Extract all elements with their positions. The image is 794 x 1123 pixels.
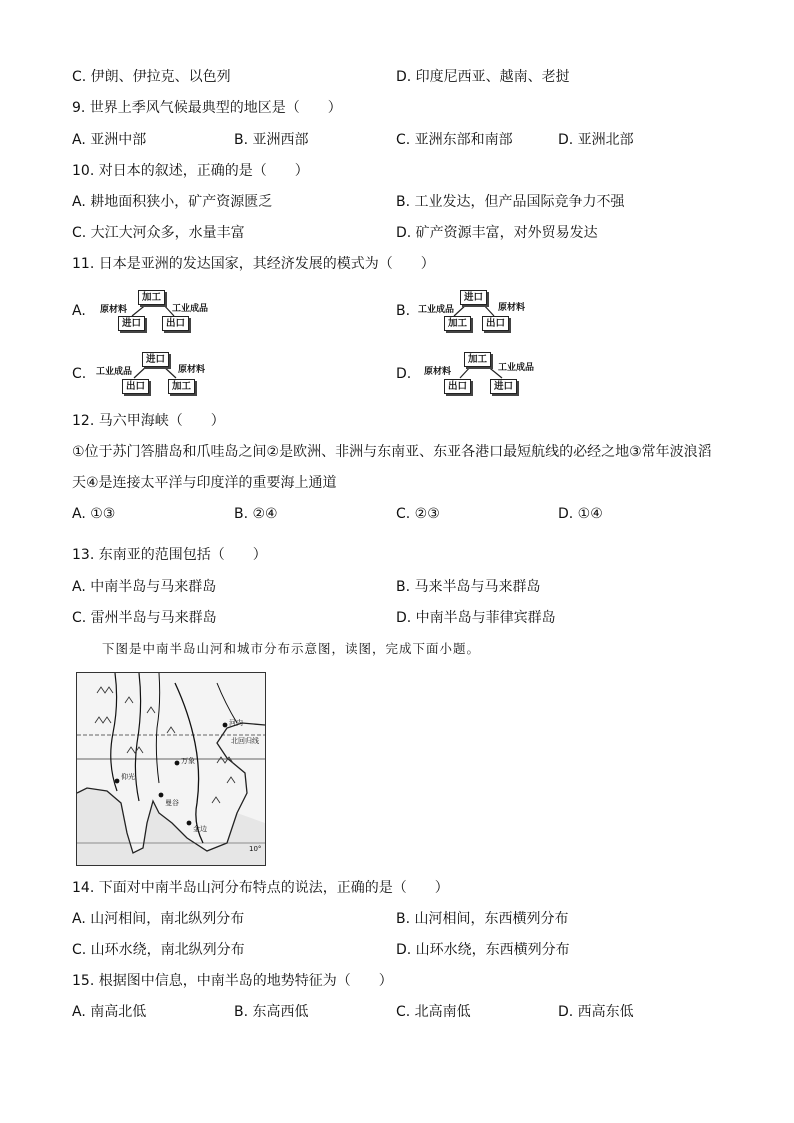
diagram-c-top-box: 进口	[142, 352, 169, 367]
diagram-c-left-label: 工业成品	[96, 367, 133, 377]
q9-option-c: C. 亚洲东部和南部	[396, 132, 513, 148]
q12-statement-line-1: ①位于苏门答腊岛和爪哇岛之间②是欧洲、非洲与东南亚、东亚各港口最短航线的必经之地③常年波浪滔	[72, 444, 712, 460]
q13-option-c: C. 雷州半岛与马来群岛	[72, 610, 217, 626]
q12-stem: 12. 马六甲海峡（ ）	[72, 413, 225, 429]
diagram-a-bottom-left-box: 进口	[118, 316, 145, 331]
q12-option-c: C. ②③	[396, 506, 440, 522]
city-yangon-dot	[115, 779, 120, 784]
diagram-c-bottom-left-box: 出口	[122, 379, 149, 394]
map-label-latitude: 10°	[249, 845, 262, 853]
q9-option-b: B. 亚洲西部	[234, 132, 309, 148]
q14-option-c: C. 山环水绕，南北纵列分布	[72, 942, 245, 958]
map-label-hanoi: 河内	[229, 719, 243, 727]
q12-option-a: A. ①③	[72, 506, 116, 522]
diagram-b-bottom-left-box: 加工	[444, 316, 471, 331]
map-label-yangon: 仰光	[121, 773, 135, 781]
q9-stem: 9. 世界上季风气候最典型的地区是（ ）	[72, 100, 342, 116]
map-intro-text: 下图是中南半岛山河和城市分布示意图，读图，完成下面小题。	[102, 641, 481, 656]
indochina-map	[76, 672, 266, 866]
river-red	[217, 683, 237, 723]
city-hanoi-dot	[223, 723, 228, 728]
q11-option-c-letter: C.	[72, 366, 87, 382]
q11-diagram-b	[418, 290, 568, 334]
q11-option-d-letter: D.	[396, 366, 412, 382]
diagram-b-left-label: 工业成品	[418, 305, 455, 315]
diagram-a-bottom-right-box: 出口	[162, 316, 189, 331]
q11-option-b-letter: B.	[396, 303, 411, 319]
q10-option-d: D. 矿产资源丰富，对外贸易发达	[396, 225, 598, 241]
q8-option-c: C. 伊朗、伊拉克、以色列	[72, 69, 231, 85]
q14-option-d: D. 山环水绕，东西横列分布	[396, 942, 570, 958]
diagram-a-left-label: 原材料	[100, 305, 128, 315]
q14-option-a: A. 山河相间，南北纵列分布	[72, 911, 245, 927]
q9-option-d: D. 亚洲北部	[558, 132, 634, 148]
diagram-d-left-label: 原材料	[424, 367, 452, 377]
q12-option-b: B. ②④	[234, 506, 278, 522]
q11-stem: 11. 日本是亚洲的发达国家，其经济发展的模式为（ ）	[72, 256, 435, 272]
map-label-bangkok: 曼谷	[165, 799, 179, 807]
q10-stem: 10. 对日本的叙述，正确的是（ ）	[72, 163, 309, 179]
q13-option-d: D. 中南半岛与菲律宾群岛	[396, 610, 556, 626]
diagram-d-bottom-right-box: 进口	[490, 379, 517, 394]
map-label-phnompenh: 金边	[193, 825, 207, 833]
q15-option-b: B. 东高西低	[234, 1004, 309, 1020]
river-chao-phraya	[156, 673, 159, 783]
diagram-c-right-label: 原材料	[178, 365, 206, 375]
diagram-d-top-box: 加工	[464, 352, 491, 367]
diagram-d-bottom-left-box: 出口	[444, 379, 471, 394]
q15-option-d: D. 西高东低	[558, 1004, 634, 1020]
map-drawing	[77, 673, 265, 865]
diagram-a-right-label: 工业成品	[172, 304, 209, 314]
q14-stem: 14. 下面对中南半岛山河分布特点的说法，正确的是（ ）	[72, 880, 449, 896]
diagram-a-top-box: 加工	[138, 290, 165, 305]
q11-option-a-letter: A.	[72, 303, 86, 319]
q15-stem: 15. 根据图中信息，中南半岛的地势特征为（ ）	[72, 973, 393, 989]
map-label-vientiane: 万象	[181, 757, 195, 765]
q13-option-b: B. 马来半岛与马来群岛	[396, 579, 541, 595]
q15-option-c: C. 北高南低	[396, 1004, 471, 1020]
q11-diagram-d	[424, 352, 574, 396]
q14-option-b: B. 山河相间，东西横列分布	[396, 911, 569, 927]
q10-option-b: B. 工业发达，但产品国际竞争力不强	[396, 194, 625, 210]
q10-option-c: C. 大江大河众多，水量丰富	[72, 225, 245, 241]
diagram-d-right-label: 工业成品	[498, 363, 535, 373]
q9-option-a: A. 亚洲中部	[72, 132, 147, 148]
q13-stem: 13. 东南亚的范围包括（ ）	[72, 547, 267, 563]
diagram-b-right-label: 原材料	[498, 303, 526, 313]
q15-option-a: A. 南高北低	[72, 1004, 147, 1020]
q11-diagram-a	[100, 290, 250, 334]
q8-option-d: D. 印度尼西亚、越南、老挝	[396, 69, 570, 85]
q10-option-a: A. 耕地面积狭小，矿产资源匮乏	[72, 194, 273, 210]
q12-option-d: D. ①④	[558, 506, 603, 522]
city-bangkok-dot	[159, 793, 164, 798]
q11-diagram-c	[96, 352, 246, 396]
city-vientiane-dot	[175, 761, 180, 766]
river-salween	[135, 673, 140, 801]
q12-statement-line-2: 天④是连接太平洋与印度洋的重要海上通道	[72, 475, 337, 491]
diagram-c-bottom-right-box: 加工	[168, 379, 195, 394]
city-phnompenh-dot	[187, 821, 192, 826]
diagram-b-top-box: 进口	[460, 290, 487, 305]
diagram-b-bottom-right-box: 出口	[482, 316, 509, 331]
q13-option-a: A. 中南半岛与马来群岛	[72, 579, 217, 595]
map-label-tropic: 北回归线	[231, 737, 259, 745]
